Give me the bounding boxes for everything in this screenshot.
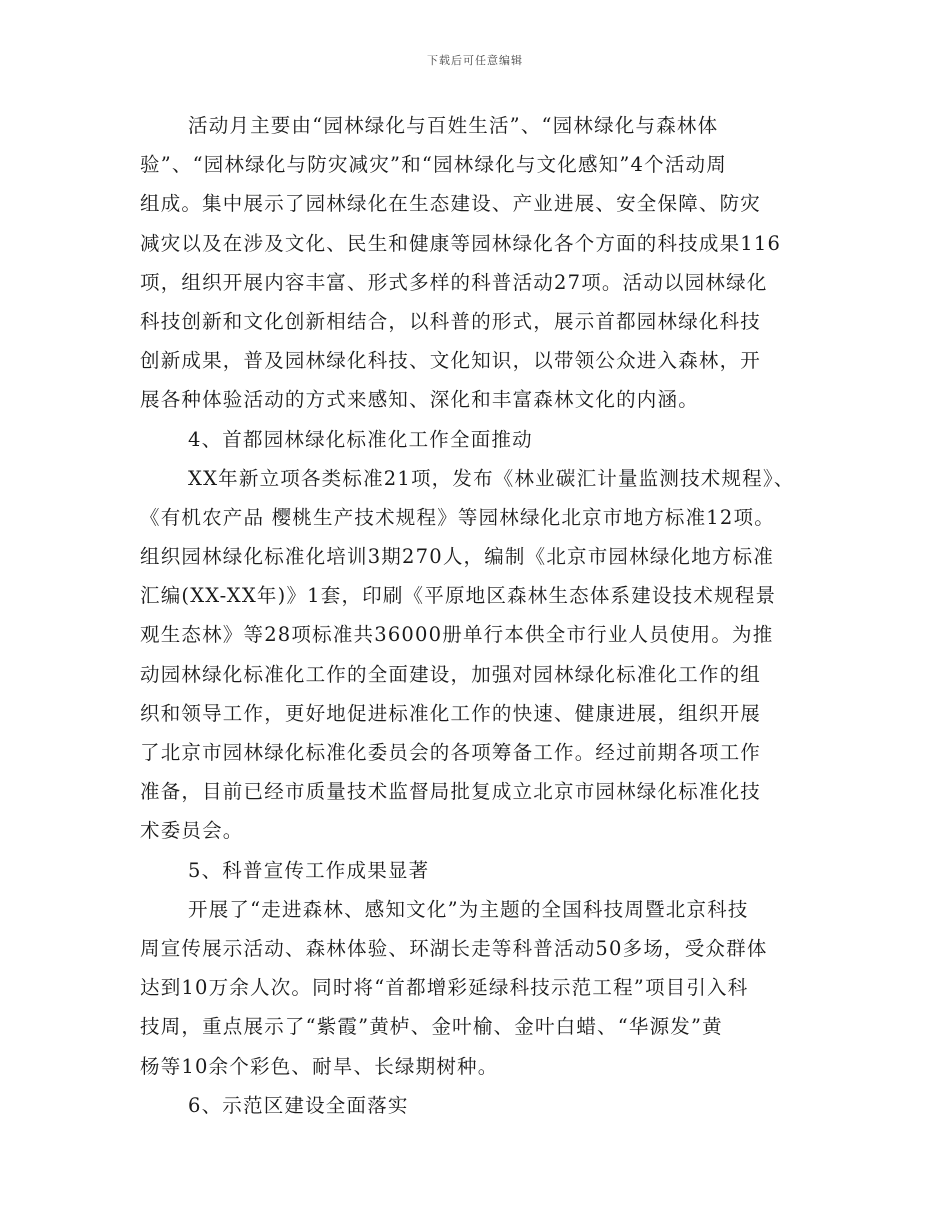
text-line: 了北京市园林绿化标准化委员会的各项筹备工作。经过前期各项工作 (140, 741, 762, 764)
text-line: 验”、“园林绿化与防灾减灾”和“园林绿化与文化感知”4个活动周 (140, 153, 727, 177)
text-line: 5、科普宣传工作成果显著 (188, 858, 430, 882)
document-body (140, 106, 808, 1125)
text-line: 6、示范区建设全面落实 (188, 1093, 409, 1117)
text-line: 活动月主要由“园林绿化与百姓生活”、“园林绿化与森林体 (188, 114, 719, 137)
text-line: 组成。集中展示了园林绿化在生态建设、产业进展、安全保障、防灾 (140, 192, 762, 216)
text-line: 项，组织开展内容丰富、形式多样的科普活动27项。活动以园林绿化 (140, 270, 768, 294)
text-line: 组织园林绿化标准化培训3期270人，编制《北京市园林绿化地方标准 (140, 545, 775, 569)
text-line: 汇编(XX-XX年)》1套，印刷《平原地区森林生态体系建设技术规程景 (140, 584, 777, 608)
text-line: 4、首都园林绿化标准化工作全面推动 (188, 427, 533, 451)
text-line: 杨等10余个彩色、耐旱、长绿期树种。 (140, 1054, 499, 1078)
text-line: 技周，重点展示了“紫霞”黄栌、金叶榆、金叶白蜡、“华源发”黄 (140, 1015, 723, 1039)
text-line: 达到10万余人次。同时将“首都增彩延绿科技示范工程”项目引入科 (140, 976, 749, 1000)
text-line: 减灾以及在涉及文化、民生和健康等园林绿化各个方面的科技成果116 (140, 231, 782, 255)
text-line: 创新成果，普及园林绿化科技、文化知识，以带领公众进入森林，开 (140, 349, 762, 373)
text-line: 准备，目前已经市质量技术监督局批复成立北京市园林绿化标准化技 (140, 780, 762, 804)
text-line: 周宣传展示活动、森林体验、环湖长走等科普活动50多场，受众群体 (140, 936, 768, 960)
page-header: 下载后可任意编辑 (427, 54, 523, 67)
text-line: 开展了“走进森林、感知文化”为主题的全国科技周暨北京科技 (188, 897, 749, 921)
text-line: 《有机农产品 樱桃生产技术规程》等园林绿化北京市地方标准12项。 (140, 505, 775, 529)
text-line: XX年新立项各类标准21项，发布《林业碳汇计量监测技术规程》、 (188, 466, 795, 490)
text-line: 展各种体验活动的方式来感知、深化和丰富森林文化的内涵。 (140, 388, 699, 412)
text-line: 观生态林》等28项标准共36000册单行本供全市行业人员使用。为推 (140, 623, 774, 647)
text-line: 织和领导工作，更好地促进标准化工作的快速、健康进展，组织开展 (140, 701, 762, 725)
text-line: 动园林绿化标准化工作的全面建设，加强对园林绿化标准化工作的组 (140, 662, 762, 686)
text-line: 术委员会。 (140, 819, 244, 843)
text-line: 科技创新和文化创新相结合，以科普的形式，展示首都园林绿化科技 (140, 309, 762, 333)
